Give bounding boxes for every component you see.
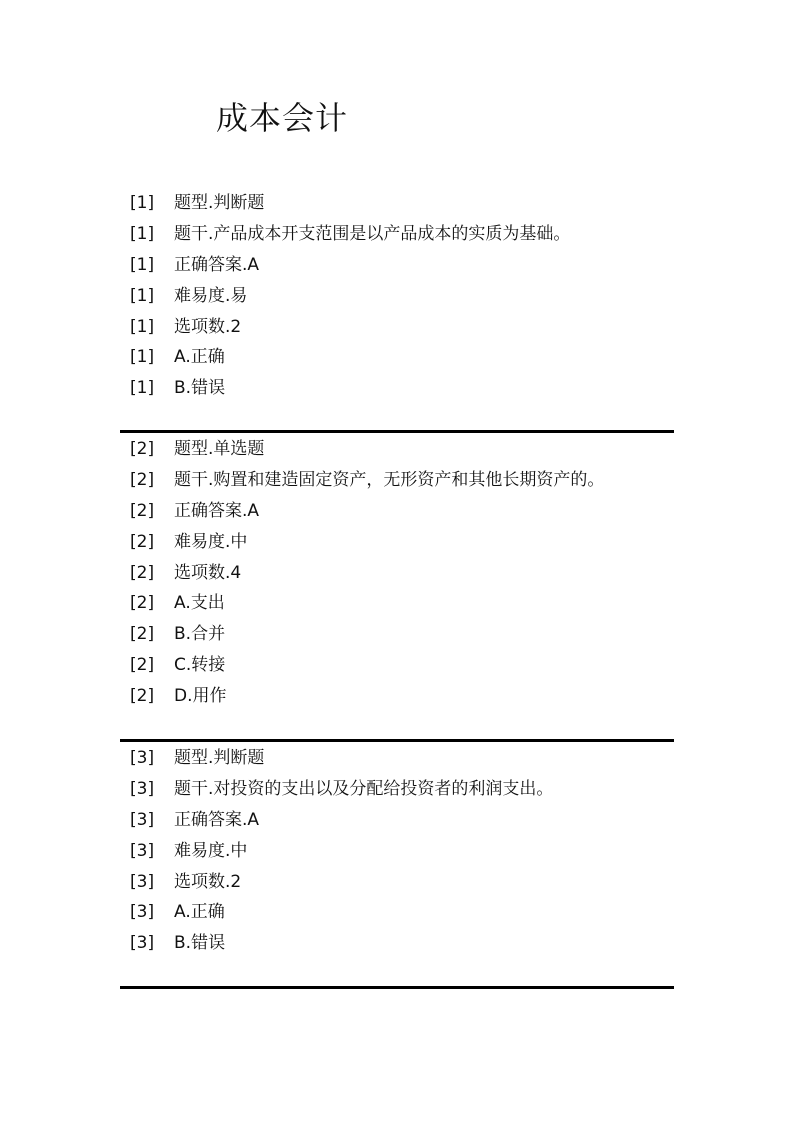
question-line	[120, 558, 674, 589]
question-number: [3]	[130, 748, 155, 768]
question-block-2	[120, 434, 674, 712]
question-number: [1]	[130, 316, 155, 337]
question-line	[120, 496, 674, 527]
question-option: B.错误	[174, 378, 226, 399]
question-number: [2]	[130, 593, 155, 614]
question-option: B.合并	[174, 624, 226, 645]
question-number: [3]	[130, 840, 155, 861]
question-number: [3]	[130, 902, 155, 923]
question-line	[120, 743, 674, 774]
question-number: [3]	[130, 809, 155, 830]
question-answer: 正确答案.A	[174, 809, 260, 830]
question-number: [3]	[130, 933, 155, 954]
question-number: [1]	[130, 193, 155, 213]
question-number: [2]	[130, 439, 155, 459]
divider-line	[120, 986, 674, 989]
question-block-3	[120, 743, 674, 959]
question-number: [1]	[130, 254, 155, 275]
question-type: 题型.判断题	[174, 748, 265, 768]
question-type: 题型.单选题	[174, 439, 265, 459]
question-stem: 题干.对投资的支出以及分配给投资者的利润支出。	[174, 778, 554, 799]
question-line	[120, 250, 674, 281]
question-line	[120, 281, 674, 312]
question-number: [1]	[130, 378, 155, 399]
question-option: C.转接	[174, 655, 226, 676]
question-line	[120, 928, 674, 959]
question-line	[120, 588, 674, 619]
question-line	[120, 342, 674, 373]
question-difficulty: 难易度.中	[174, 531, 248, 552]
question-stem: 题干.产品成本开支范围是以产品成本的实质为基础。	[174, 223, 571, 244]
question-answer: 正确答案.A	[174, 254, 260, 275]
document-title: 成本会计	[216, 99, 349, 137]
question-line	[120, 774, 674, 805]
question-line	[120, 188, 674, 219]
question-option: A.正确	[174, 902, 225, 923]
question-number: [2]	[130, 531, 155, 552]
question-line	[120, 867, 674, 898]
question-line	[120, 619, 674, 650]
question-number: [2]	[130, 469, 155, 490]
question-number: [2]	[130, 562, 155, 583]
question-number: [3]	[130, 778, 155, 799]
question-stem: 题干.购置和建造固定资产，无形资产和其他长期资产的。	[174, 469, 605, 490]
question-line	[120, 527, 674, 558]
question-number: [1]	[130, 285, 155, 306]
question-number: [2]	[130, 624, 155, 645]
question-line	[120, 681, 674, 712]
question-line	[120, 219, 674, 250]
question-line	[120, 373, 674, 404]
question-option: B.错误	[174, 933, 226, 954]
question-option: A.正确	[174, 347, 225, 368]
divider-line	[120, 430, 674, 433]
question-option: D.用作	[174, 686, 227, 707]
question-type: 题型.判断题	[174, 193, 265, 213]
question-line	[120, 312, 674, 343]
question-line	[120, 434, 674, 465]
question-option: A.支出	[174, 593, 225, 614]
question-number: [1]	[130, 347, 155, 368]
question-number: [2]	[130, 655, 155, 676]
divider-line	[120, 739, 674, 742]
question-number: [2]	[130, 500, 155, 521]
question-number: [3]	[130, 871, 155, 892]
question-number: [1]	[130, 223, 155, 244]
question-line	[120, 650, 674, 681]
question-number: [2]	[130, 686, 155, 707]
question-difficulty: 难易度.易	[174, 285, 248, 306]
question-line	[120, 805, 674, 836]
question-difficulty: 难易度.中	[174, 840, 248, 861]
question-block-1	[120, 188, 674, 404]
question-line	[120, 836, 674, 867]
question-option-count: 选项数.4	[174, 562, 242, 583]
question-line	[120, 465, 674, 496]
question-line	[120, 897, 674, 928]
question-answer: 正确答案.A	[174, 500, 260, 521]
question-option-count: 选项数.2	[174, 316, 242, 337]
question-option-count: 选项数.2	[174, 871, 242, 892]
